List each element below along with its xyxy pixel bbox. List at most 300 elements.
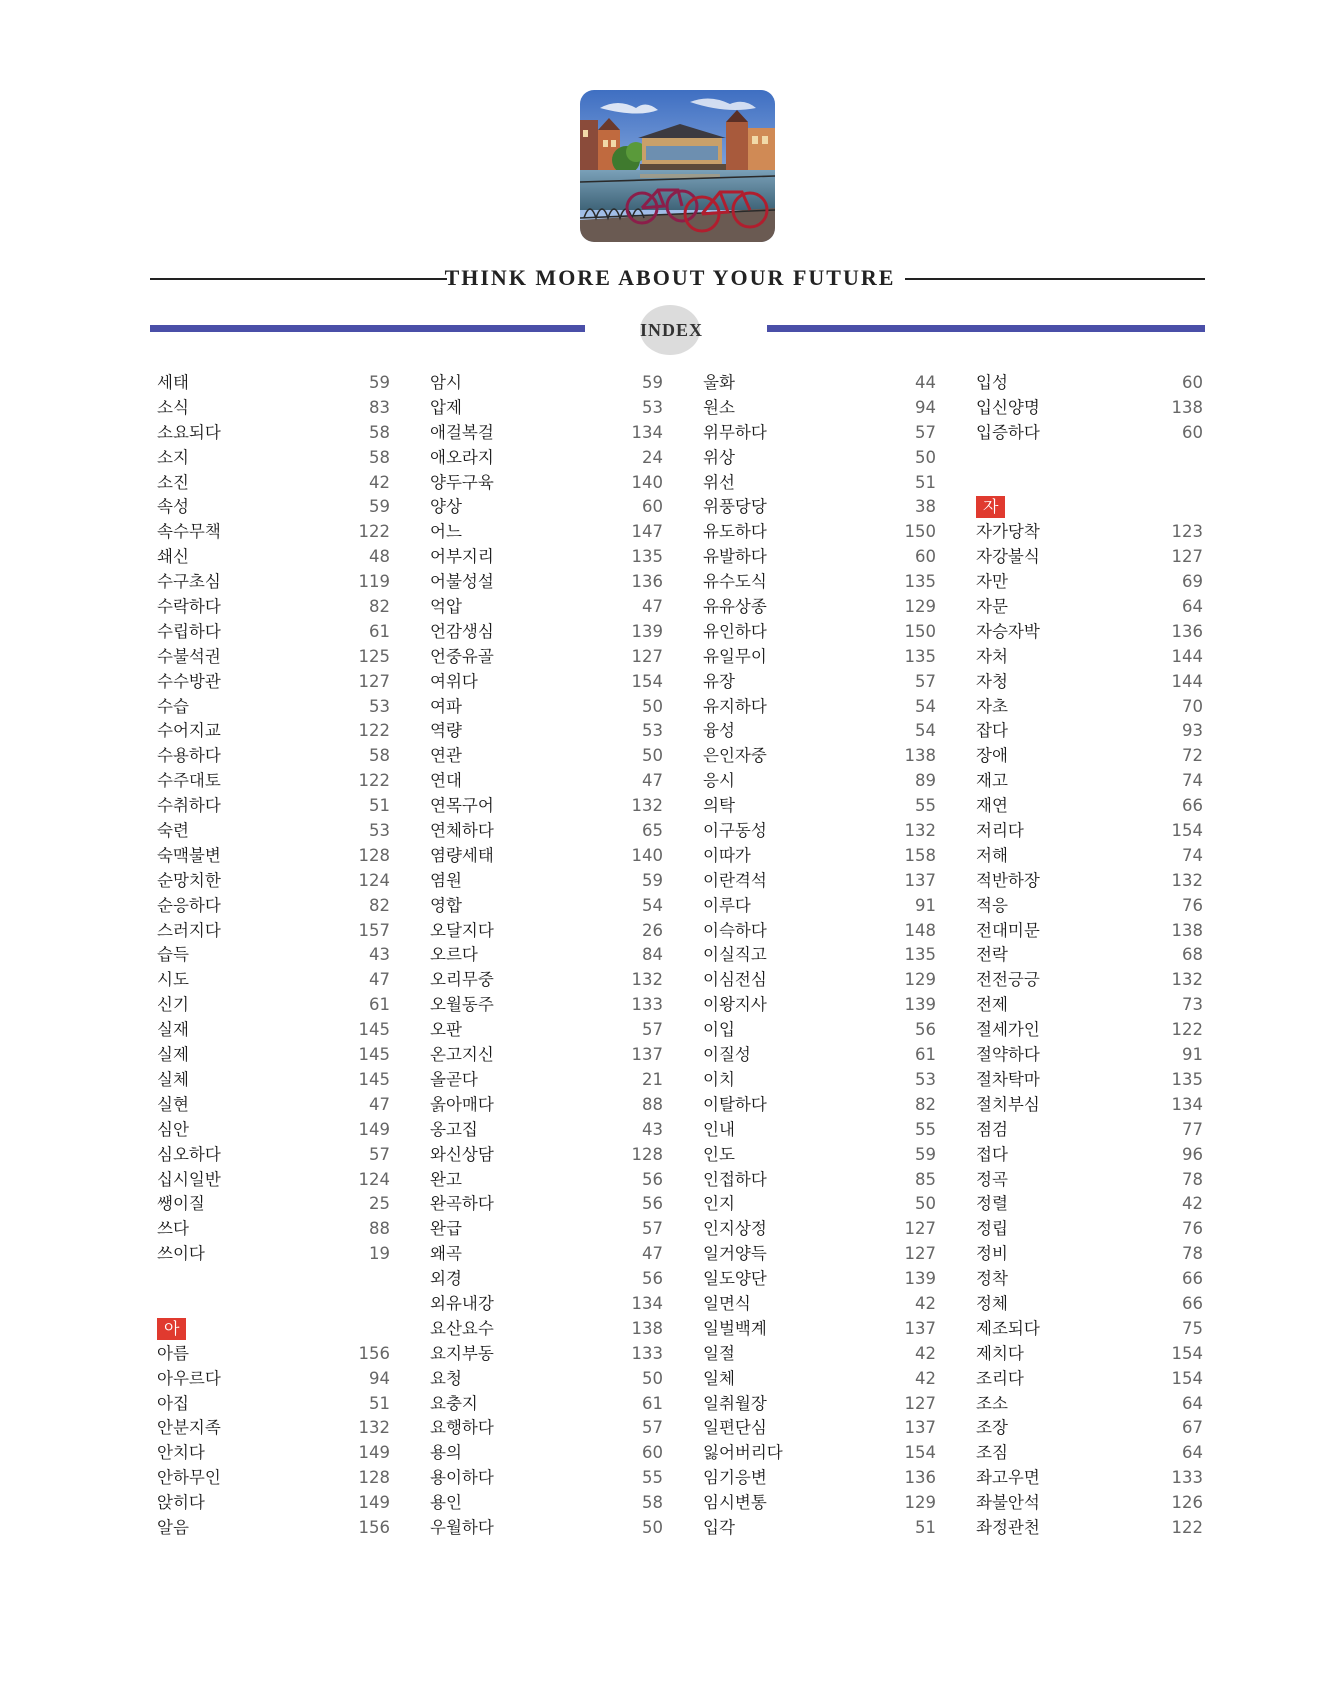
entry-word: 이실직고	[703, 945, 767, 965]
index-entry	[430, 1068, 663, 1093]
index-entry	[976, 645, 1203, 670]
index-entry	[430, 670, 663, 695]
entry-page-number: 59	[915, 1144, 936, 1164]
entry-word: 입증하다	[976, 422, 1040, 442]
entry-page-number: 67	[1182, 1418, 1203, 1438]
index-entry	[703, 396, 936, 421]
entry-word: 정비	[976, 1244, 1008, 1264]
entry-word: 융성	[703, 721, 735, 741]
header-photo	[580, 90, 775, 242]
entry-word: 여위다	[430, 671, 478, 691]
entry-word: 옹고집	[430, 1119, 478, 1139]
entry-page-number: 43	[642, 1119, 663, 1139]
entry-word: 이따가	[703, 845, 751, 865]
entry-word: 정착	[976, 1269, 1008, 1289]
entry-page-number: 123	[1171, 522, 1203, 542]
index-entry	[703, 620, 936, 645]
entry-page-number: 53	[369, 696, 390, 716]
index-entry	[430, 1441, 663, 1466]
entry-page-number: 50	[642, 746, 663, 766]
entry-page-number: 149	[358, 1443, 390, 1463]
index-column-1	[157, 371, 390, 1541]
index-entry	[703, 968, 936, 993]
entry-word: 요산요수	[430, 1318, 494, 1338]
entry-page-number: 60	[1182, 373, 1203, 392]
entry-page-number: 140	[631, 845, 663, 865]
index-entry	[430, 1242, 663, 1267]
index-entry	[430, 1292, 663, 1317]
entry-page-number: 82	[915, 1094, 936, 1114]
entry-word: 영합	[430, 895, 462, 915]
index-entry	[703, 595, 936, 620]
entry-page-number: 96	[1182, 1144, 1203, 1164]
entry-page-number: 61	[369, 621, 390, 641]
index-entry	[157, 1217, 390, 1242]
entry-page-number: 144	[1171, 671, 1203, 691]
index-entry	[976, 670, 1203, 695]
entry-page-number: 156	[358, 1343, 390, 1363]
index-entry	[703, 446, 936, 471]
entry-page-number: 53	[642, 721, 663, 741]
index-entry	[430, 396, 663, 421]
index-entry	[430, 1168, 663, 1193]
index-entry	[157, 1342, 390, 1367]
entry-word: 옭아매다	[430, 1094, 494, 1114]
entry-word: 자승자박	[976, 621, 1040, 641]
entry-word: 일면식	[703, 1293, 751, 1313]
entry-page-number: 54	[642, 895, 663, 915]
index-entry	[703, 421, 936, 446]
entry-word: 유발하다	[703, 547, 767, 567]
entry-word: 위풍당당	[703, 497, 767, 517]
spacer	[157, 1267, 390, 1292]
entry-page-number: 60	[915, 547, 936, 567]
entry-page-number: 91	[1182, 1045, 1203, 1065]
entry-word: 오달지다	[430, 920, 494, 940]
entry-word: 점검	[976, 1119, 1008, 1139]
entry-page-number: 57	[642, 1219, 663, 1239]
section-letter-label: 자	[976, 496, 1005, 518]
index-entry	[430, 894, 663, 919]
index-entry	[976, 1018, 1203, 1043]
index-entry	[430, 520, 663, 545]
section-letter	[157, 1317, 390, 1342]
entry-page-number: 19	[369, 1244, 390, 1264]
entry-word: 인내	[703, 1119, 735, 1139]
index-entry	[703, 844, 936, 869]
entry-page-number: 124	[358, 1169, 390, 1189]
entry-page-number: 135	[904, 572, 936, 592]
entry-word: 전제	[976, 995, 1008, 1015]
entry-page-number: 134	[1171, 1094, 1203, 1114]
entry-word: 절치부심	[976, 1094, 1040, 1114]
entry-word: 온고지신	[430, 1045, 494, 1065]
page-title: THINK MORE ABOUT YOUR FUTURE	[444, 265, 896, 290]
entry-page-number: 50	[642, 1368, 663, 1388]
entry-page-number: 133	[631, 1343, 663, 1363]
entry-word: 완급	[430, 1219, 462, 1239]
index-bar-left	[150, 325, 585, 332]
entry-word: 자문	[976, 597, 1008, 617]
entry-page-number: 132	[358, 1418, 390, 1438]
entry-word: 아집	[157, 1393, 189, 1413]
entry-word: 숙련	[157, 821, 189, 841]
entry-word: 어느	[430, 522, 462, 542]
index-entry	[430, 645, 663, 670]
entry-word: 자청	[976, 671, 1008, 691]
index-entry	[430, 371, 663, 396]
index-entry	[157, 1192, 390, 1217]
entry-page-number: 82	[369, 597, 390, 617]
entry-word: 저해	[976, 845, 1008, 865]
index-entry	[703, 769, 936, 794]
index-entry	[157, 1441, 390, 1466]
entry-word: 안하무인	[157, 1468, 221, 1488]
entry-page-number: 148	[904, 920, 936, 940]
header-rule-right	[905, 278, 1205, 280]
entry-word: 왜곡	[430, 1244, 462, 1264]
entry-word: 재연	[976, 796, 1008, 816]
entry-page-number: 127	[904, 1244, 936, 1264]
index-entry	[157, 645, 390, 670]
entry-page-number: 129	[904, 597, 936, 617]
index-entry	[157, 1093, 390, 1118]
index-badge: INDEX	[640, 305, 700, 355]
index-entry	[976, 1043, 1203, 1068]
index-entry	[157, 1416, 390, 1441]
entry-page-number: 64	[1182, 1393, 1203, 1413]
entry-page-number: 38	[915, 497, 936, 517]
entry-word: 인지상정	[703, 1219, 767, 1239]
entry-page-number: 122	[1171, 1517, 1203, 1537]
index-entry	[976, 968, 1203, 993]
entry-word: 우월하다	[430, 1517, 494, 1537]
index-entry	[430, 943, 663, 968]
entry-page-number: 68	[1182, 945, 1203, 965]
entry-word: 응시	[703, 771, 735, 791]
entry-page-number: 56	[642, 1194, 663, 1214]
entry-page-number: 55	[642, 1468, 663, 1488]
entry-page-number: 57	[642, 1020, 663, 1040]
index-entry	[157, 968, 390, 993]
entry-page-number: 122	[1171, 1020, 1203, 1040]
index-entry	[430, 1043, 663, 1068]
index-entry	[157, 620, 390, 645]
index-entry	[430, 1491, 663, 1516]
entry-word: 아름	[157, 1343, 189, 1363]
entry-page-number: 58	[642, 1493, 663, 1513]
entry-word: 정곡	[976, 1169, 1008, 1189]
entry-word: 일편단심	[703, 1418, 767, 1438]
entry-word: 수립하다	[157, 621, 221, 641]
entry-word: 은인자중	[703, 746, 767, 766]
index-entry	[976, 1292, 1203, 1317]
entry-page-number: 127	[631, 646, 663, 666]
index-entry	[430, 1516, 663, 1541]
entry-word: 위선	[703, 472, 735, 492]
index-entry	[430, 769, 663, 794]
entry-word: 일취월장	[703, 1393, 767, 1413]
index-entry	[157, 670, 390, 695]
entry-word: 실제	[157, 1045, 189, 1065]
index-entry	[976, 1317, 1203, 1342]
entry-word: 입신양명	[976, 397, 1040, 417]
entry-page-number: 78	[1182, 1169, 1203, 1189]
entry-word: 실재	[157, 1020, 189, 1040]
entry-word: 실체	[157, 1069, 189, 1089]
index-entry	[976, 769, 1203, 794]
index-entry	[157, 1043, 390, 1068]
entry-page-number: 48	[369, 547, 390, 567]
index-entry	[430, 1093, 663, 1118]
index-entry	[703, 869, 936, 894]
entry-page-number: 122	[358, 522, 390, 542]
entry-page-number: 135	[904, 945, 936, 965]
index-entry	[157, 545, 390, 570]
index-entry	[430, 595, 663, 620]
entry-page-number: 51	[369, 1393, 390, 1413]
entry-word: 압제	[430, 397, 462, 417]
index-column-2	[430, 371, 663, 1541]
entry-page-number: 58	[369, 422, 390, 442]
entry-page-number: 127	[358, 671, 390, 691]
entry-word: 시도	[157, 970, 189, 990]
entry-word: 암시	[430, 373, 462, 392]
entry-page-number: 42	[369, 472, 390, 492]
entry-page-number: 94	[369, 1368, 390, 1388]
entry-word: 이슥하다	[703, 920, 767, 940]
entry-word: 이탈하다	[703, 1094, 767, 1114]
entry-page-number: 150	[904, 621, 936, 641]
entry-word: 정체	[976, 1293, 1008, 1313]
index-entry	[703, 1143, 936, 1168]
entry-page-number: 91	[915, 895, 936, 915]
entry-word: 애오라지	[430, 447, 494, 467]
index-entry	[703, 719, 936, 744]
index-entry	[703, 695, 936, 720]
entry-word: 심오하다	[157, 1144, 221, 1164]
entry-page-number: 137	[631, 1045, 663, 1065]
entry-word: 소요되다	[157, 422, 221, 442]
entry-word: 절차탁마	[976, 1069, 1040, 1089]
entry-word: 애걸복걸	[430, 422, 494, 442]
index-entry	[703, 1018, 936, 1043]
entry-page-number: 82	[369, 895, 390, 915]
entry-word: 조짐	[976, 1443, 1008, 1463]
entry-page-number: 145	[358, 1020, 390, 1040]
entry-word: 염원	[430, 870, 462, 890]
entry-word: 연대	[430, 771, 462, 791]
entry-page-number: 132	[904, 821, 936, 841]
index-entry	[976, 794, 1203, 819]
entry-page-number: 44	[915, 373, 936, 392]
entry-page-number: 76	[1182, 895, 1203, 915]
entry-word: 좌불안석	[976, 1493, 1040, 1513]
entry-page-number: 65	[642, 821, 663, 841]
entry-page-number: 58	[369, 746, 390, 766]
entry-page-number: 139	[904, 995, 936, 1015]
entry-page-number: 42	[1182, 1194, 1203, 1214]
entry-page-number: 56	[915, 1020, 936, 1040]
entry-word: 전전긍긍	[976, 970, 1040, 990]
index-entry	[703, 1342, 936, 1367]
entry-word: 인지	[703, 1194, 735, 1214]
entry-word: 저리다	[976, 821, 1024, 841]
index-entry	[976, 421, 1203, 446]
index-entry	[430, 570, 663, 595]
index-entry	[976, 1217, 1203, 1242]
index-entry	[430, 421, 663, 446]
entry-page-number: 126	[1171, 1493, 1203, 1513]
index-bar-right	[767, 325, 1205, 332]
entry-page-number: 122	[358, 771, 390, 791]
entry-page-number: 64	[1182, 597, 1203, 617]
index-entry	[430, 1118, 663, 1143]
entry-word: 수취하다	[157, 796, 221, 816]
index-entry	[157, 993, 390, 1018]
index-entry	[703, 819, 936, 844]
entry-word: 자강불식	[976, 547, 1040, 567]
entry-page-number: 156	[358, 1517, 390, 1537]
entry-page-number: 57	[915, 671, 936, 691]
index-entry	[430, 1317, 663, 1342]
index-entry	[976, 570, 1203, 595]
entry-page-number: 66	[1182, 796, 1203, 816]
index-entry	[976, 1118, 1203, 1143]
index-entry	[157, 371, 390, 396]
index-entry	[157, 769, 390, 794]
entry-page-number: 53	[915, 1069, 936, 1089]
section-letter-label: 아	[157, 1318, 186, 1340]
entry-page-number: 50	[915, 447, 936, 467]
entry-page-number: 61	[369, 995, 390, 1015]
index-entry	[430, 968, 663, 993]
entry-page-number: 94	[915, 397, 936, 417]
entry-page-number: 89	[915, 771, 936, 791]
index-entry	[703, 1043, 936, 1068]
entry-word: 앉히다	[157, 1493, 205, 1513]
entry-page-number: 60	[642, 1443, 663, 1463]
entry-page-number: 43	[369, 945, 390, 965]
entry-page-number: 47	[642, 597, 663, 617]
entry-page-number: 154	[1171, 1343, 1203, 1363]
entry-page-number: 154	[631, 671, 663, 691]
entry-page-number: 72	[1182, 746, 1203, 766]
index-entry	[157, 1491, 390, 1516]
entry-page-number: 50	[915, 1194, 936, 1214]
entry-word: 소식	[157, 397, 189, 417]
index-entry	[703, 993, 936, 1018]
index-entry	[703, 1093, 936, 1118]
entry-page-number: 140	[631, 472, 663, 492]
entry-word: 연목구어	[430, 796, 494, 816]
entry-word: 실현	[157, 1094, 189, 1114]
entry-word: 용인	[430, 1493, 462, 1513]
entry-word: 속성	[157, 497, 189, 517]
index-entry	[703, 520, 936, 545]
entry-word: 인접하다	[703, 1169, 767, 1189]
entry-word: 십시일반	[157, 1169, 221, 1189]
entry-word: 전락	[976, 945, 1008, 965]
index-entry	[430, 545, 663, 570]
entry-word: 적응	[976, 895, 1008, 915]
entry-page-number: 57	[369, 1144, 390, 1164]
entry-page-number: 26	[642, 920, 663, 940]
index-entry	[157, 421, 390, 446]
entry-word: 절약하다	[976, 1045, 1040, 1065]
entry-page-number: 51	[915, 472, 936, 492]
index-entry	[703, 744, 936, 769]
entry-word: 수수방관	[157, 671, 221, 691]
entry-page-number: 128	[358, 1468, 390, 1488]
entry-word: 유인하다	[703, 621, 767, 641]
index-entry	[430, 844, 663, 869]
entry-page-number: 139	[904, 1269, 936, 1289]
entry-word: 수어지교	[157, 721, 221, 741]
index-entry	[976, 894, 1203, 919]
index-entry	[430, 1192, 663, 1217]
entry-page-number: 47	[369, 970, 390, 990]
index-entry	[157, 1466, 390, 1491]
entry-page-number: 132	[631, 796, 663, 816]
index-entry	[703, 1491, 936, 1516]
entry-page-number: 93	[1182, 721, 1203, 741]
entry-word: 자처	[976, 646, 1008, 666]
entry-word: 장애	[976, 746, 1008, 766]
entry-page-number: 119	[358, 572, 390, 592]
entry-page-number: 158	[904, 845, 936, 865]
entry-word: 와신상담	[430, 1144, 494, 1164]
entry-word: 유일무이	[703, 646, 767, 666]
entry-page-number: 69	[1182, 572, 1203, 592]
entry-page-number: 78	[1182, 1244, 1203, 1264]
entry-word: 쌩이질	[157, 1194, 205, 1214]
index-entry	[703, 1118, 936, 1143]
entry-page-number: 149	[358, 1493, 390, 1513]
index-entry	[157, 794, 390, 819]
index-entry	[430, 1217, 663, 1242]
entry-page-number: 61	[642, 1393, 663, 1413]
entry-word: 원소	[703, 397, 735, 417]
index-entry	[157, 1367, 390, 1392]
index-entry	[976, 1168, 1203, 1193]
index-entry	[157, 595, 390, 620]
entry-page-number: 42	[915, 1368, 936, 1388]
spacer	[157, 1292, 390, 1317]
index-entry	[430, 695, 663, 720]
index-entry	[157, 471, 390, 496]
entry-page-number: 145	[358, 1045, 390, 1065]
index-entry	[157, 1018, 390, 1043]
entry-word: 이심전심	[703, 970, 767, 990]
entry-word: 억압	[430, 597, 462, 617]
entry-page-number: 59	[369, 373, 390, 392]
entry-page-number: 42	[915, 1343, 936, 1363]
entry-word: 수구초심	[157, 572, 221, 592]
index-entry	[976, 993, 1203, 1018]
entry-page-number: 53	[642, 397, 663, 417]
entry-word: 좌고우면	[976, 1468, 1040, 1488]
index-entry	[976, 1516, 1203, 1541]
index-entry	[157, 1168, 390, 1193]
entry-word: 수락하다	[157, 597, 221, 617]
index-entry	[430, 993, 663, 1018]
index-entry	[703, 1168, 936, 1193]
entry-page-number: 77	[1182, 1119, 1203, 1139]
index-entry	[430, 1267, 663, 1292]
entry-page-number: 127	[904, 1393, 936, 1413]
index-entry	[703, 1516, 936, 1541]
